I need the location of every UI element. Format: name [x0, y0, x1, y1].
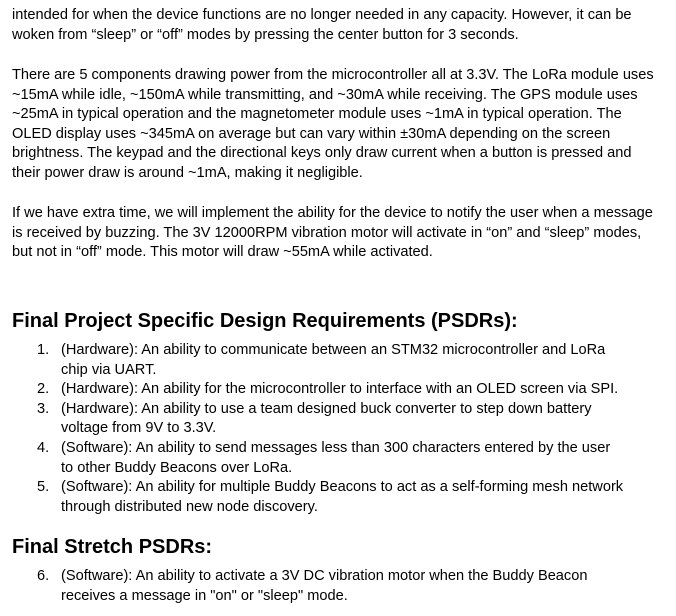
- list-item-text: (Hardware): An ability to use a team designed buck converter to step down battery voltage from 9V to 3.3V.: [61, 400, 592, 437]
- stretch-list: [0, 567, 676, 606]
- psdr-list: [0, 341, 676, 517]
- paragraph-power-draw: There are 5 components drawing power from the microcontroller all at 3.3V. The LoRa module uses ~15mA while idle, ~150mA while transmitting, and ~30mA while receiving. The GPS module uses ~25mA in typical operation and the magnetometer module uses ~1mA in typical operation. The OLED display uses ~345mA on average but can vary within ±30mA depending on the screen brightness. The keypad and the directional keys only draw current when a button is pressed and their power draw is around ~1mA, making it negligible.: [12, 67, 654, 181]
- psdr-heading: Final Project Specific Design Requirements (PSDRs):: [12, 310, 518, 332]
- list-item-text: (Software): An ability to send messages less than 300 characters entered by the user to other Buddy Beacons over LoRa.: [61, 439, 611, 476]
- stretch-heading: Final Stretch PSDRs:: [12, 536, 213, 558]
- list-item: [0, 478, 626, 517]
- list-item-text: (Software): An ability for multiple Buddy Beacons to act as a self-forming mesh network through distributed new node discovery.: [61, 479, 624, 515]
- list-item-text: (Software): An ability to activate a 3V DC vibration motor when the Buddy Beacon receives a message in "on" or "sleep" mode.: [61, 568, 588, 604]
- list-item-number: 1.: [37, 342, 50, 358]
- list-item: [0, 439, 626, 478]
- list-item-number: 2.: [37, 381, 50, 398]
- paragraph-power-modes: intended for when the device functions are no longer needed in any capacity. However, it can be woken from “sleep” or “off” modes by pressing the center button for 3 seconds.: [12, 7, 632, 43]
- list-item-number: 6.: [37, 568, 50, 584]
- list-item: [0, 380, 626, 400]
- paragraph-vibration-motor: If we have extra time, we will implement the ability for the device to notify the user when a message is received by buzzing. The 3V 12000RPM vibration motor will activate in “on” and “sleep” modes, but not in “off” mode. This motor will draw ~55mA while activated.: [12, 205, 653, 261]
- list-item-number: 3.: [37, 400, 50, 417]
- list-item-text: (Hardware): An ability for the microcontroller to interface with an OLED screen via SPI.: [61, 381, 619, 398]
- list-item: [0, 567, 626, 606]
- list-item-number: 5.: [37, 479, 50, 496]
- list-item: [0, 341, 626, 380]
- list-item-number: 4.: [37, 439, 50, 456]
- list-item: [0, 400, 626, 439]
- list-item-text: (Hardware): An ability to communicate between an STM32 microcontroller and LoRa chip via UART.: [61, 342, 606, 378]
